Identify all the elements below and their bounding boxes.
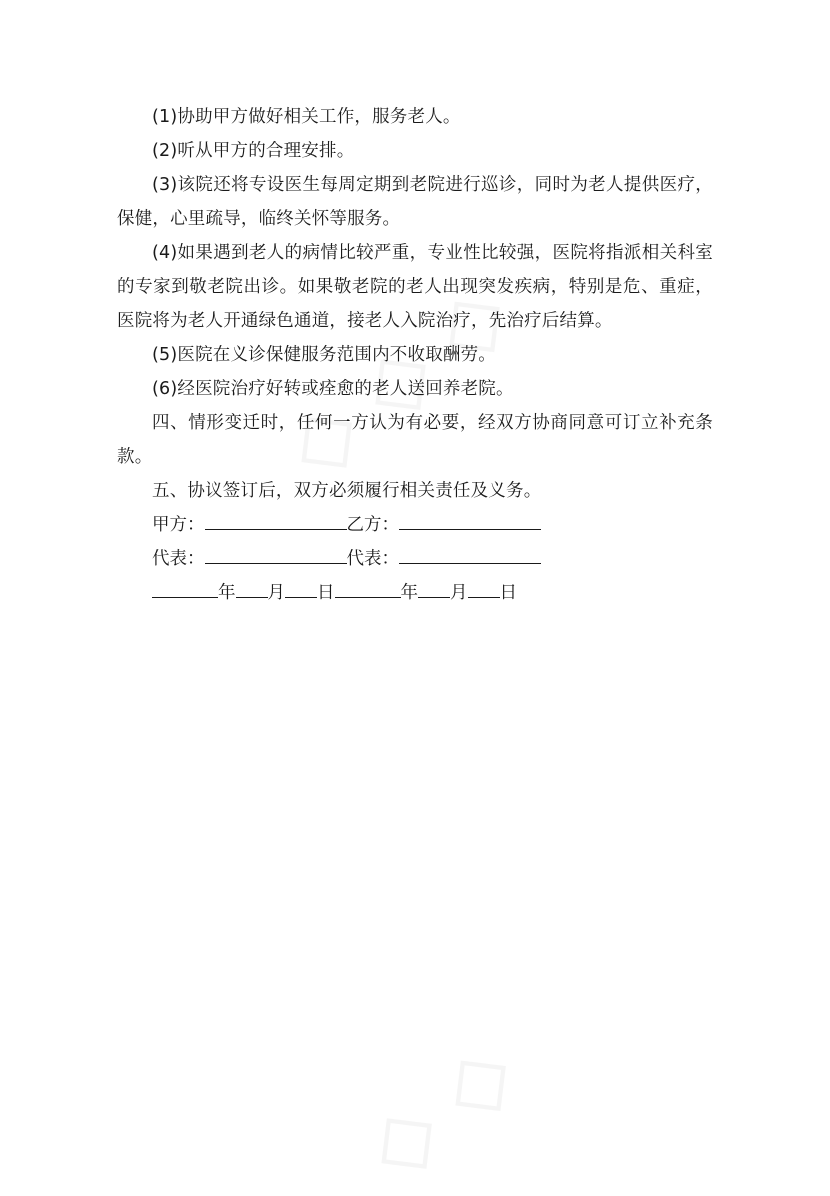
clause-1: (1)协助甲方做好相关工作，服务老人。 [152,107,461,127]
clause-4: (4)如果遇到老人的病情比较严重，专业性比较强，医院将指派相关科室的专家到敬老院出诊。如果敬老院的老人出现突发疾病，特别是危、重症，医院将为老人开通绿色通道，接老人入院治疗，先治疗后结算。 [117,243,713,331]
month-b-blank[interactable] [418,579,450,598]
month-b-label: 月 [450,583,468,603]
rep-a-blank[interactable] [205,545,347,564]
clause-2: (2)听从甲方的合理安排。 [152,141,355,161]
day-b-blank[interactable] [468,579,500,598]
year-a-blank[interactable] [152,579,218,598]
article-four: 四、情形变迁时，任何一方认为有必要，经双方协商同意可订立补充条款。 [117,413,713,467]
watermark [347,1022,532,1196]
party-b-label: 乙方： [346,515,399,535]
clause-5: (5)医院在义诊保健服务范围内不收取酬劳。 [152,345,496,365]
article-five: 五、协议签订后，双方必须履行相关责任及义务。 [152,481,542,501]
rep-b-label: 代表： [346,549,399,569]
year-b-blank[interactable] [335,579,401,598]
year-b-label: 年 [400,583,418,603]
year-a-label: 年 [218,583,236,603]
month-a-blank[interactable] [236,579,268,598]
party-b-blank[interactable] [399,511,541,530]
document-body [117,100,713,610]
party-line [117,508,713,542]
representative-line [117,542,713,576]
day-b-label: 日 [499,583,517,603]
month-a-label: 月 [267,583,285,603]
date-line [117,576,713,610]
rep-a-label: 代表： [152,549,205,569]
clause-3: (3)该院还将专设医生每周定期到老院进行巡诊，同时为老人提供医疗，保健，心里疏导，临终关怀等服务。 [117,175,713,229]
party-a-label: 甲方： [152,515,205,535]
day-a-blank[interactable] [285,579,317,598]
rep-b-blank[interactable] [399,545,541,564]
clause-6: (6)经医院治疗好转或痊愈的老人送回养老院。 [152,379,514,399]
day-a-label: 日 [317,583,335,603]
party-a-blank[interactable] [205,511,347,530]
